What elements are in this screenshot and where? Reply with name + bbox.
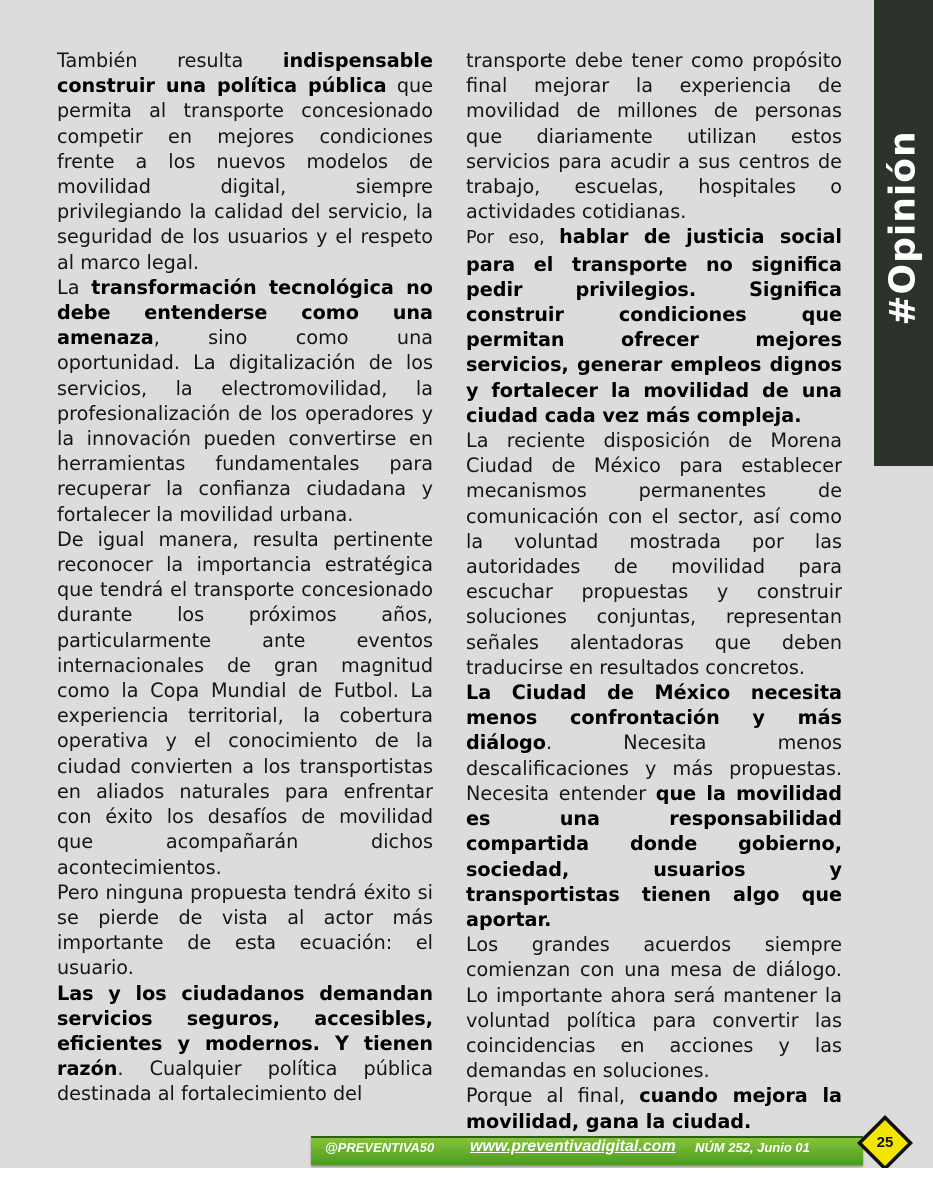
section-tag: #Opinión — [882, 130, 924, 326]
text-span: Pero ninguna propuesta tendrá éxito si se pierde de vista al actor más importante de esta ecuación: el usuario. — [57, 880, 433, 980]
article-column-left — [57, 48, 433, 1107]
article-paragraph — [466, 932, 842, 1083]
text-span: La — [57, 275, 92, 299]
footer-issue-number: NÚM 252, Junio 01 — [695, 1140, 810, 1155]
article-paragraph — [466, 224, 842, 428]
footer-website-link[interactable]: www.preventivadigital.com — [470, 1138, 676, 1155]
text-span: . Necesita menos descalificaciones y más propuestas. Necesita entender — [466, 731, 842, 805]
text-span: Por eso, — [466, 228, 560, 249]
article-paragraph — [57, 275, 433, 527]
text-span: , sino como una oportunidad. La digitalización de los servicios, la electromovilidad, la profesionalización de los operadores y la innovación pueden convertirse en herramientas fundamentales para recuperar la confianza ciudadana y fortalecer la movilidad urbana. — [57, 326, 433, 526]
text-span: Porque al final, — [466, 1084, 640, 1108]
bold-text-span: transformación tecnológica no debe entenderse como una amenaza — [57, 275, 433, 350]
bold-text-span: que la movilidad es una responsabilidad compartida donde gobierno, sociedad, usuarios y transportistas tienen algo que aportar. — [466, 781, 842, 931]
bold-text-span: hablar de justicia social para el transporte no significa pedir privilegios. Significa construir condiciones que permitan ofrecer mejores servicios, generar empleos dignos y fortalecer la movilidad de una ciudad cada vez más compleja. — [466, 225, 842, 427]
article-paragraph — [466, 428, 842, 680]
article-column-right — [466, 48, 842, 1134]
article-paragraph — [57, 981, 433, 1107]
page-number: 25 — [876, 1134, 894, 1151]
bold-text-span: cuando mejora la movilidad, gana la ciudad. — [466, 1084, 842, 1133]
text-span: transporte debe tener como propósito final mejorar la experiencia de movilidad de millones de personas que diariamente utilizan estos servicios para acudir a sus centros de trabajo, escuelas, hospitales o actividades cotidianas. — [466, 49, 842, 224]
article-paragraph — [57, 48, 433, 275]
text-span: De igual manera, resulta pertinente reconocer la importancia estratégica que tendrá el transporte concesionado durante los próximos años, particularmente ante eventos internacionales de gran magnitud como la Copa Mundial de Futbol. La experiencia territorial, la cobertura operativa y el conocimiento de la ciudad convierten a los transportistas en aliados naturales para enfrentar con éxito los desafíos de movilidad que acompañarán dichos acontecimientos. — [57, 527, 433, 879]
page-margin — [0, 1168, 933, 1200]
text-span: La reciente disposición de Morena Ciudad de México para establecer mecanismos permanentes de comunicación con el sector, así como la voluntad mostrada por las autoridades de movilidad para escuchar propuestas y construir soluciones conjuntas, representan señales alentadoras que deben traducirse en resultados concretos. — [466, 429, 842, 679]
article-paragraph — [57, 527, 433, 880]
text-span: que permita al transporte concesionado competir en mejores condiciones frente a los nuevos modelos de movilidad digital, siempre privilegiando la calidad del servicio, la seguridad de los usuarios y el respeto al marco legal. — [57, 74, 434, 274]
text-span: . Cualquier política pública destinada al fortalecimiento del — [57, 1057, 433, 1106]
text-span: Los grandes acuerdos siempre comienzan con una mesa de diálogo. Lo importante ahora será mantener la voluntad política para convertir las coincidencias en acciones y las demandas en soluciones. — [466, 933, 842, 1083]
bold-text-span: La Ciudad de México necesita menos confrontación y más diálogo — [466, 681, 842, 755]
bold-text-span: Las y los ciudadanos demandan servicios seguros, accesibles, eficientes y modernos. Y tienen razón — [57, 981, 433, 1081]
text-span: También resulta — [57, 49, 283, 72]
article-paragraph — [466, 680, 842, 932]
article-paragraph — [466, 48, 842, 224]
bold-text-span: indispensable construir una política pública — [57, 49, 433, 98]
article-paragraph — [57, 880, 433, 981]
article-paragraph — [466, 1083, 842, 1133]
footer-social-handle: @PREVENTIVA50 — [325, 1140, 435, 1155]
